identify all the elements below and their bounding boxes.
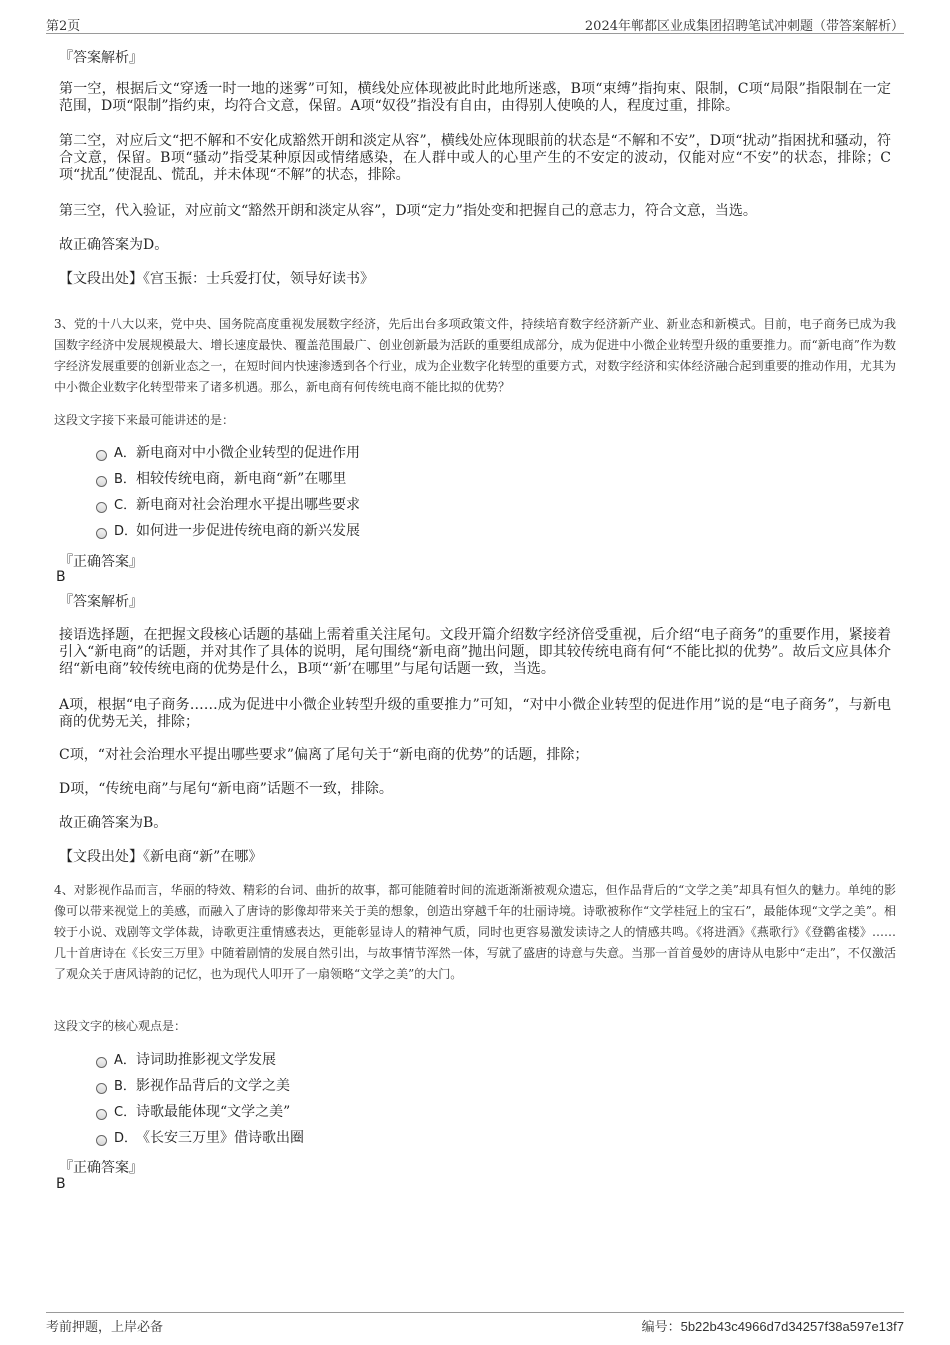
radio-icon[interactable]	[96, 476, 107, 487]
option-a[interactable]: A．诗词助推影视文学发展	[96, 1050, 276, 1070]
code-label: 编号：	[641, 1320, 681, 1335]
option-b[interactable]: B．影视作品背后的文学之美	[96, 1076, 290, 1096]
source-citation: 【文段出处】《新电商“新”在哪》	[59, 849, 263, 865]
page-footer	[46, 1312, 904, 1335]
question-prompt: 这段文字的核心观点是：	[54, 1019, 187, 1033]
option-d[interactable]: D．《长安三万里》借诗歌出圈	[96, 1128, 304, 1148]
analysis-paragraph: 接语选择题，在把握文段核心话题的基础上需着重关注尾句。文段开篇介绍数字经济倍受重视，后介绍“电子商务”的重要作用，紧接着引入“新电商”的话题，并对其作了具体的说明，尾句围绕“新电商”抛出问题，即其较传统电商有何“不能比拟的优势”。故后文应具体介绍“新电商”较传统电商的优势是什么，B项“‘新’在哪里”与尾句话题一致，当选。	[59, 627, 891, 677]
analysis-paragraph: A项，根据“电子商务……成为促进中小微企业转型升级的重要推力”可知，“对中小微企业转型的促进作用”说的是“电子商务”，与新电商的优势无关，排除；	[59, 697, 891, 730]
question-prompt: 这段文字接下来最可能讲述的是：	[54, 413, 235, 427]
analysis-paragraph: C项，“对社会治理水平提出哪些要求”偏离了尾句关于“新电商的优势”的话题，排除；	[59, 747, 589, 763]
radio-icon[interactable]	[96, 1135, 107, 1146]
radio-icon[interactable]	[96, 502, 107, 513]
source-citation: 【文段出处】《宫玉振：士兵爱打仗，领导好读书》	[59, 271, 374, 287]
analysis-label: 『答案解析』	[59, 50, 143, 66]
radio-icon[interactable]	[96, 1083, 107, 1094]
footer-slogan: 考前押题，上岸必备	[46, 1320, 164, 1335]
code-value: 5b22b43c4966d7d34257f38a597e13f7	[680, 1319, 904, 1334]
analysis-paragraph: 第三空，代入验证，对应前文“豁然开朗和淡定从容”，D项“定力”指处变和把握自己的意志力，符合文意，当选。	[59, 203, 757, 219]
correct-answer-label: 『正确答案』	[59, 554, 143, 570]
analysis-paragraph: D项，“传统电商”与尾句“新电商”话题不一致，排除。	[59, 781, 393, 797]
correct-answer: B	[56, 569, 66, 585]
option-c[interactable]: C．诗歌最能体现“文学之美”	[96, 1102, 290, 1122]
document-code	[642, 1316, 904, 1335]
answer-statement: 故正确答案为B。	[59, 815, 168, 831]
document-title: 2024年郸都区业成集团招聘笔试冲刺题（带答案解析）	[584, 19, 904, 34]
radio-icon[interactable]	[96, 1057, 107, 1068]
answer-statement: 故正确答案为D。	[59, 237, 169, 253]
page-header	[46, 13, 904, 34]
option-d[interactable]: D．如何进一步促进传统电商的新兴发展	[96, 521, 360, 541]
radio-icon[interactable]	[96, 528, 107, 539]
page-number: 第2页	[46, 19, 81, 34]
radio-icon[interactable]	[96, 1109, 107, 1120]
analysis-paragraph: 第一空，根据后文“穿透一时一地的迷雾”可知，横线处应体现被此时此地所迷惑，B项“束缚”指拘束、限制，C项“局限”指限制在一定范围，D项“限制”指约束，均符合文意，保留。A项“奴役”指没有自由，由得别人使唤的人，程度过重，排除。	[59, 81, 891, 114]
option-a[interactable]: A．新电商对中小微企业转型的促进作用	[96, 443, 360, 463]
analysis-paragraph: 第二空，对应后文“把不解和不安化成豁然开朗和淡定从容”，横线处应体现眼前的状态是“不解和不安”，D项“扰动”指困扰和骚动，符合文意，保留。B项“骚动”指受某种原因或情绪感染，在人群中或人的心里产生的不安定的波动，仅能对应“不安”的状态，排除；C项“扰乱”使混乱、慌乱，并未体现“不解”的状态，排除。	[59, 133, 891, 183]
radio-icon[interactable]	[96, 450, 107, 461]
analysis-label: 『答案解析』	[59, 594, 143, 610]
option-c[interactable]: C．新电商对社会治理水平提出哪些要求	[96, 495, 360, 515]
question-text: 4、对影视作品而言，华丽的特效、精彩的台词、曲折的故事，都可能随着时间的流逝渐渐被观众遗忘，但作品背后的“文学之美”却具有恒久的魅力。单纯的影像可以带来视觉上的美感，而融入了唐诗的影像却带来关于美的想象，创造出穿越千年的壮丽诗境。诗歌被称作“文学桂冠上的宝石”，最能体现“文学之美”。相较于小说、戏剧等文学体裁，诗歌更注重情感表达，更能彰显诗人的精神气质，同时也更容易激发读诗之人的情感共鸣。《将进酒》《燕歌行》《登鹳雀楼》……几十首唐诗在《长安三万里》中随着剧情的发展自然引出，与故事情节浑然一体，写就了盛唐的诗意与失意。当那一首首曼妙的唐诗从电影中“走出”，不仅激活了观众关于唐风诗韵的记忆，也为现代人叩开了一扇领略“文学之美”的大门。	[54, 883, 896, 981]
option-b[interactable]: B．相较传统电商，新电商“新”在哪里	[96, 469, 346, 489]
question-text: 3、党的十八大以来，党中央、国务院高度重视发展数字经济，先后出台多项政策文件，持续培育数字经济新产业、新业态和新模式。目前，电子商务已成为我国数字经济中发展规模最大、增长速度最快、覆盖范围最广、创业创新最为活跃的重要组成部分，成为促进中小微企业转型升级的重要推力。而“新电商”作为数字经济发展重要的创新业态之一，在短时间内快速渗透到各个行业，成为企业数字化转型的重要方式，对数字经济和实体经济融合起到重要的推动作用，尤其为中小微企业数字化转型带来了诸多机遇。那么，新电商有何传统电商不能比拟的优势？	[54, 317, 896, 394]
correct-answer: B	[56, 1176, 66, 1192]
correct-answer-label: 『正确答案』	[59, 1160, 143, 1176]
